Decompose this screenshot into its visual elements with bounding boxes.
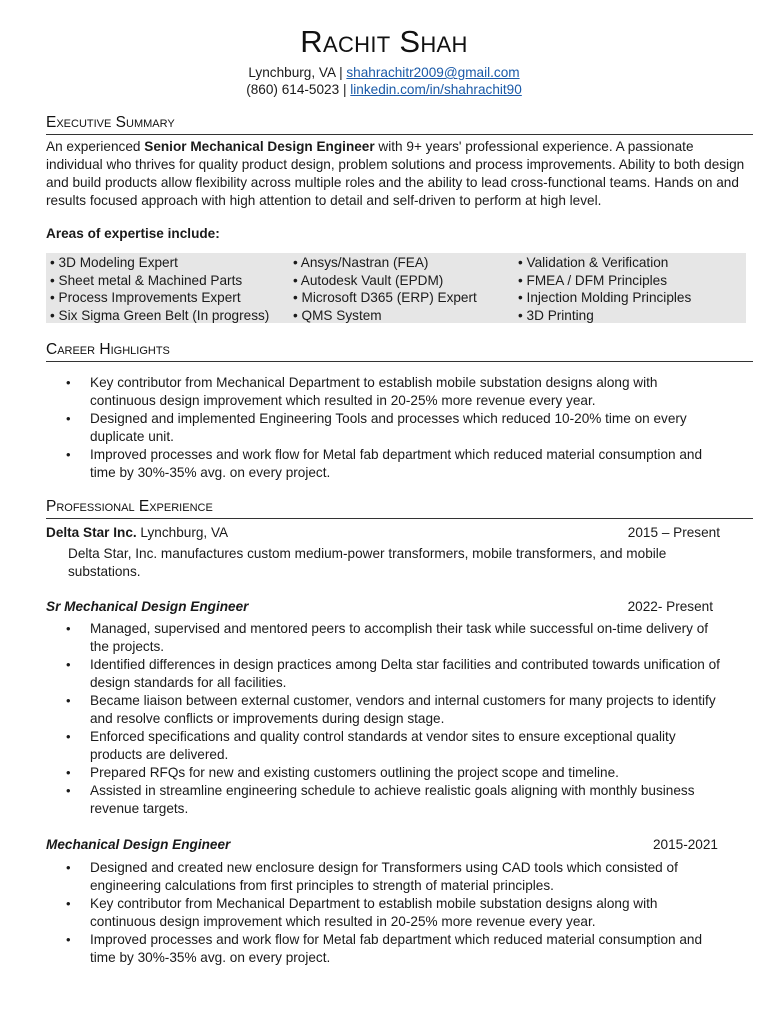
- expertise-column: [518, 254, 691, 324]
- company-location: Lynchburg, VA: [136, 525, 229, 540]
- summary-paragraph: [46, 138, 746, 210]
- expertise-item: • Sheet metal & Machined Parts: [50, 272, 243, 288]
- list-item: • Key contributor from Mechanical Department to establish mobile substation designs along with continuous design improvement which resulted in 20-25% more revenue every year.: [46, 374, 726, 410]
- expertise-column: [50, 254, 269, 324]
- expertise-item: • 3D Modeling Expert: [50, 255, 178, 270]
- role-responsibilities-list: [46, 620, 726, 818]
- expertise-item: • 3D Printing: [518, 307, 594, 323]
- summary-text-after: with 9+ years' professional experience. A passionate individual who thrives for quality product design, problem solutions and process improvements. Ability to both design and build products allow flexibility across multiple roles and the ability to lead cross-functional teams. Hands on and results focused approach with high attention to detail and self-driven to perform at high level.: [46, 139, 745, 208]
- expertise-item: • Validation & Verification: [518, 255, 669, 270]
- role-row: [46, 598, 713, 616]
- role-row: [46, 836, 718, 854]
- list-item: • Managed, supervised and mentored peers to accomplish their task while successful on-time delivery of the projects.: [46, 620, 726, 656]
- linkedin-link[interactable]: linkedin.com/in/shahrachit90: [350, 82, 522, 97]
- company-description: Delta Star, Inc. manufactures custom medium-power transformers, mobile transformers, and mobile substations.: [68, 546, 667, 579]
- expertise-item: • FMEA / DFM Principles: [518, 272, 668, 288]
- expertise-grid: [46, 253, 746, 323]
- expertise-item: • Six Sigma Green Belt (In progress): [50, 307, 270, 323]
- expertise-item: • Injection Molding Principles: [518, 290, 692, 305]
- list-item: • Prepared RFQs for new and existing customers outlining the project scope and timeline.: [46, 764, 726, 782]
- section-title-experience: Professional Experience: [46, 497, 753, 519]
- expertise-item: • QMS System: [293, 307, 382, 323]
- expertise-item: • Autodesk Vault (EPDM): [293, 272, 444, 288]
- list-item: • Improved processes and work flow for Metal fab department which reduced material consumption and time by 30%-35% avg. on every project.: [46, 931, 726, 967]
- list-item: • Key contributor from Mechanical Department to establish mobile substation designs along with continuous design improvement which resulted in 20-25% more revenue every year.: [46, 895, 726, 931]
- role-dates: 2022- Present: [627, 599, 713, 614]
- expertise-column: [293, 254, 477, 324]
- list-item: • Enforced specifications and quality control standards at vendor sites to ensure exceptional quality products are delivered.: [46, 728, 726, 764]
- list-item: • Identified differences in design practices among Delta star facilities and contributed towards unification of design standards for all facilities.: [46, 656, 726, 692]
- section-title-career: Career Highlights: [46, 340, 753, 362]
- section-title-summary: Executive Summary: [46, 113, 753, 135]
- company-dates: 2015 – Present: [627, 525, 720, 540]
- list-item: • Assisted in streamline engineering schedule to achieve realistic goals aligning with monthly business revenue targets.: [46, 782, 726, 818]
- list-item: • Designed and implemented Engineering Tools and processes which reduced 10-20% time on every duplicate unit.: [46, 410, 726, 446]
- company-row: [46, 524, 720, 542]
- candidate-name: Rachit Shah: [300, 24, 468, 59]
- role-title: Mechanical Design Engineer: [46, 837, 231, 852]
- expertise-item: • Ansys/Nastran (FEA): [293, 255, 429, 270]
- list-item: • Improved processes and work flow for Metal fab department which reduced material consumption and time by 30%-35% avg. on every project.: [46, 446, 726, 482]
- list-item: • Became liaison between external customer, vendors and internal customers for many projects to identify and resolve conflicts or improvements during design stage.: [46, 692, 726, 728]
- expertise-item: • Microsoft D365 (ERP) Expert: [293, 290, 477, 305]
- location: Lynchburg, VA: [248, 65, 336, 80]
- expertise-label: Areas of expertise include:: [46, 226, 220, 241]
- career-highlights-list: [46, 374, 726, 482]
- expertise-item: • Process Improvements Expert: [50, 290, 241, 305]
- separator: |: [342, 82, 347, 97]
- phone: (860) 614-5023: [246, 82, 340, 97]
- role-title: Sr Mechanical Design Engineer: [46, 599, 249, 614]
- email-link[interactable]: shahrachitr2009@gmail.com: [346, 65, 520, 80]
- list-item: • Designed and created new enclosure design for Transformers using CAD tools which consisted of engineering calculations from first principles to strength of material principles.: [46, 859, 726, 895]
- company-name: Delta Star Inc.: [46, 525, 137, 540]
- summary-role: Senior Mechanical Design Engineer: [144, 139, 375, 154]
- separator: |: [339, 65, 343, 80]
- contact-line-2: [0, 81, 768, 98]
- role-responsibilities-list: [46, 859, 726, 967]
- summary-text-before: An experienced: [46, 139, 145, 154]
- contact-line-1: [0, 64, 768, 81]
- role-dates: 2015-2021: [652, 837, 718, 852]
